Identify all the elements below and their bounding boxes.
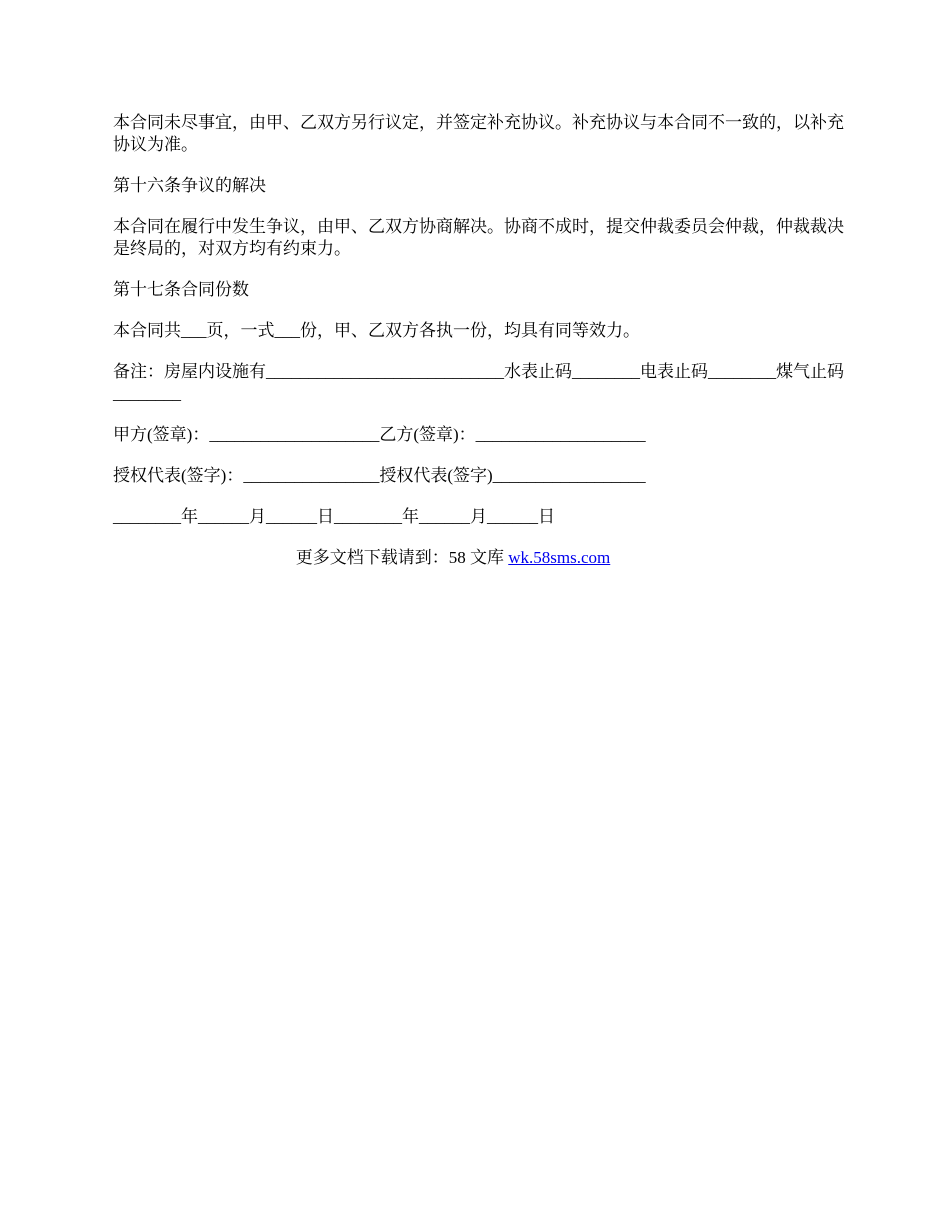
heading-article-16: 第十六条争议的解决 bbox=[113, 176, 266, 195]
document-body bbox=[113, 112, 853, 569]
paragraph-remarks: 备注：房屋内设施有____________________________水表止码________电表止码________煤气止码________ bbox=[113, 362, 844, 403]
paragraph-copies: 本合同共___页，一式___份，甲、乙双方各执一份，均具有同等效力。 bbox=[113, 321, 640, 340]
paragraph-dispute: 本合同在履行中发生争议，由甲、乙双方协商解决。协商不成时，提交仲裁委员会仲裁，仲裁裁决是终局的，对双方均有约束力。 bbox=[113, 217, 844, 258]
signature-line-parties: 甲方(签章)：____________________乙方(签章)：____________________ bbox=[113, 425, 646, 444]
date-line: ________年______月______日________年______月______日 bbox=[113, 507, 555, 526]
paragraph-supplement: 本合同未尽事宜，由甲、乙双方另行议定，并签定补充协议。补充协议与本合同不一致的，以补充协议为准。 bbox=[113, 113, 844, 154]
footer-prefix: 更多文档下载请到：58 文库 bbox=[295, 548, 509, 567]
signature-line-representatives: 授权代表(签字)：________________授权代表(签字)__________________ bbox=[113, 466, 646, 485]
footer-text bbox=[296, 547, 611, 569]
heading-article-17: 第十七条合同份数 bbox=[113, 280, 249, 299]
footer-link[interactable]: wk.58sms.com bbox=[508, 548, 611, 567]
footer bbox=[0, 547, 950, 569]
